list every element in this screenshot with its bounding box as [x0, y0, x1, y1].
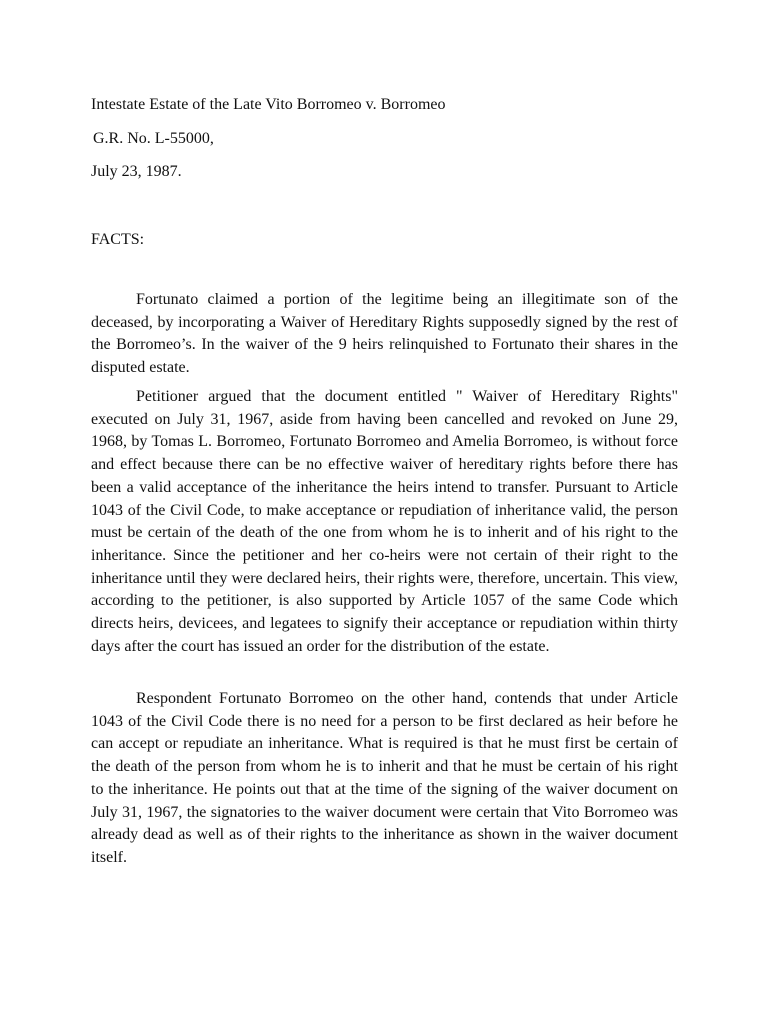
facts-heading: FACTS: — [91, 231, 145, 248]
facts-paragraph-1: Fortunato claimed a portion of the legitime being an illegitimate son of the deceased, by incorporating a Waiver of Hereditary Rights supposedly signed by the rest of the Borromeo’s. In the waiver of the 9 heirs relinquished to Fortunato their shares in the disputed estate. — [91, 291, 678, 377]
facts-paragraph-3: Respondent Fortunato Borromeo on the other hand, contends that under Article 1043 of the Civil Code there is no need for a person to be first declared as heir before he can accept or repudiate an inheritance. What is required is that he must first be certain of the death of the person from whom he is to inherit and that he must be certain of his right to the inheritance. He points out that at the time of the signing of the waiver document on July 31, 1967, the signatories to the waiver document were certain that Vito Borromeo was already dead as well as of their rights to the inheritance as shown in the waiver document itself. — [91, 690, 678, 866]
facts-paragraph-2: Petitioner argued that the document entitled " Waiver of Hereditary Rights" executed on July 31, 1967, aside from having been cancelled and revoked on June 29, 1968, by Tomas L. Borromeo, Fortunato Borromeo and Amelia Borromeo, is without force and effect because there can be no effective waiver of hereditary rights before there has been a valid acceptance of the inheritance the heirs intend to transfer. Pursuant to Article 1043 of the Civil Code, to make acceptance or repudiation of inheritance valid, the person must be certain of the death of the one from whom he is to inherit and of his right to the inheritance. Since the petitioner and her co-heirs were not certain of their right to the inheritance until they were declared heirs, their rights were, therefore, uncertain. This view, according to the petitioner, is also supported by Article 1057 of the same Code which directs heirs, devicees, and legatees to signify their acceptance or repudiation within thirty days after the court has issued an order for the distribution of the estate. — [91, 388, 678, 655]
case-date: July 23, 1987. — [91, 163, 182, 180]
case-number: G.R. No. L-55000, — [93, 130, 214, 147]
case-title: Intestate Estate of the Late Vito Borromeo v. Borromeo — [91, 96, 446, 113]
